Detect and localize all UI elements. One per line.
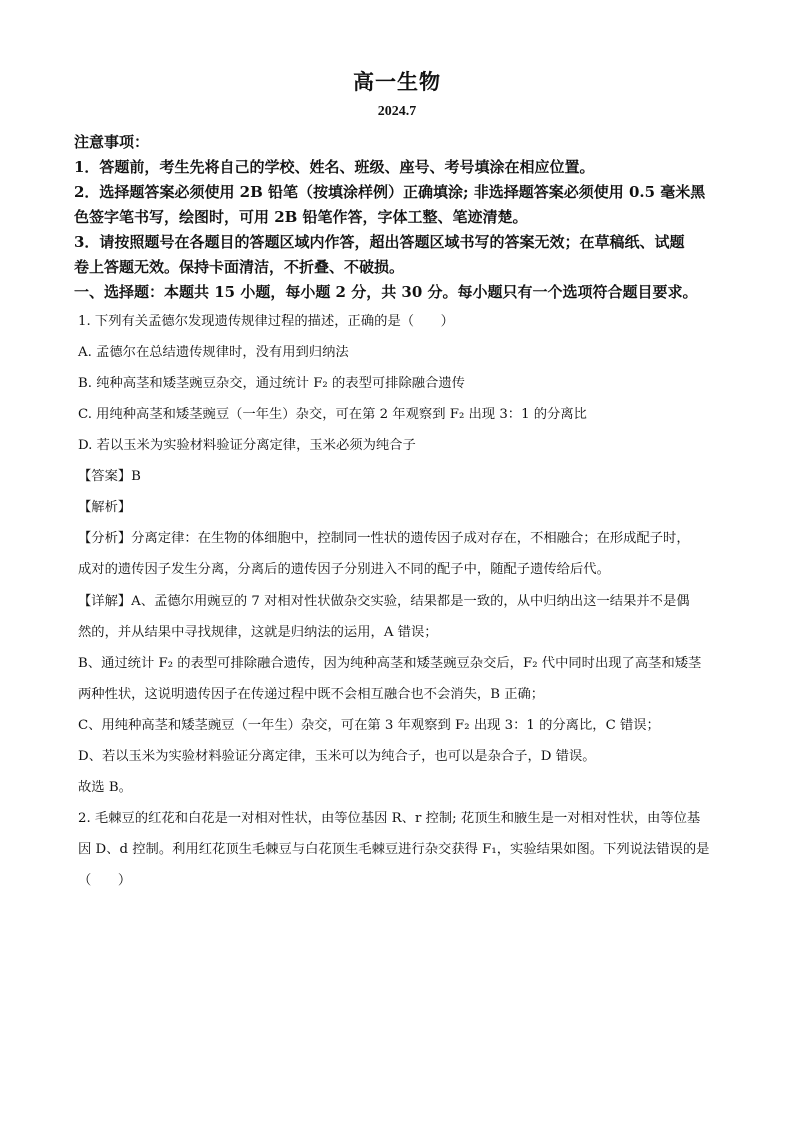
detail-text-2: 然的，并从结果中寻找规律，这就是归纳法的运用，A 错误；	[78, 625, 438, 640]
notice-item-1: 1．答题前，考生先将自己的学校、姓名、班级、座号、考号填涂在相应位置。	[74, 158, 595, 176]
analysis-label: 【解析】	[78, 500, 132, 515]
answer-line: 【答案】B	[78, 469, 141, 484]
notice-heading: 注意事项：	[74, 133, 150, 151]
notice-item-3-cont: 卷上答题无效。保持卡面清洁，不折叠、不破损。	[74, 258, 405, 276]
exam-date: 2024.7	[377, 104, 417, 119]
notice-item-3: 3．请按照题号在各题目的答题区域内作答，超出答题区域书写的答案无效；在草稿纸、试题	[74, 233, 685, 251]
notice-item-2-cont: 色签字笔书写，绘图时，可用 2B 铅笔作答，字体工整、笔迹清楚。	[74, 208, 528, 226]
question-1-option-b: B. 纯种高茎和矮茎豌豆杂交，通过统计 F₂ 的表型可排除融合遗传	[78, 376, 465, 391]
analysis-text-1: 【分析】分离定律：在生物的体细胞中，控制同一性状的遗传因子成对存在，不相融合；在形成配子时，	[78, 531, 690, 546]
conclusion-text: 故选 B。	[78, 780, 132, 795]
question-2-line-2: 因 D、d 控制。利用红花顶生毛棘豆与白花顶生毛棘豆进行杂交获得 F₁，实验结果如图。下列说法错误的是	[78, 842, 710, 857]
analysis-text-2: 成对的遗传因子发生分离，分离后的遗传因子分别进入不同的配子中，随配子遗传给后代。	[78, 562, 610, 577]
question-1-stem: 1. 下列有关孟德尔发现遗传规律过程的描述，正确的是（ ）	[78, 314, 454, 329]
detail-text-5: C、用纯种高茎和矮茎豌豆（一年生）杂交，可在第 3 年观察到 F₂ 出现 3：1 的分离比，C 错误；	[78, 718, 660, 733]
page-title: 高一生物	[353, 69, 441, 94]
detail-text-1: 【详解】A、孟德尔用豌豆的 7 对相对性状做杂交实验，结果都是一致的，从中归纳出这一结果并不是偶	[78, 594, 690, 609]
detail-text-4: 两种性状，这说明遗传因子在传递过程中既不会相互融合也不会消失，B 正确；	[78, 687, 545, 702]
notice-item-2: 2．选择题答案必须使用 2B 铅笔（按填涂样例）正确填涂; 非选择题答案必须使用 0.5 毫米黑	[74, 183, 706, 201]
question-2-line-1: 2. 毛棘豆的红花和白花是一对相对性状，由等位基因 R、r 控制; 花顶生和腋生是一对相对性状，由等位基	[78, 811, 701, 826]
section-heading: 一、选择题：本题共 15 小题，每小题 2 分，共 30 分。每小题只有一个选项符合题目要求。	[74, 283, 698, 301]
question-1-option-d: D. 若以玉米为实验材料验证分离定律，玉米必须为纯合子	[78, 438, 416, 453]
question-1-option-c: C. 用纯种高茎和矮茎豌豆（一年生）杂交，可在第 2 年观察到 F₂ 出现 3：1 的分离比	[78, 407, 587, 422]
detail-text-3: B、通过统计 F₂ 的表型可排除融合遗传，因为纯种高茎和矮茎豌豆杂交后，F₂ 代中同时出现了高茎和矮茎	[78, 656, 702, 671]
question-1-option-a: A. 孟德尔在总结遗传规律时，没有用到归纳法	[78, 345, 349, 360]
detail-text-6: D、若以玉米为实验材料验证分离定律，玉米可以为纯合子，也可以是杂合子，D 错误。	[78, 749, 596, 764]
question-2-line-3: （ ）	[78, 873, 132, 888]
